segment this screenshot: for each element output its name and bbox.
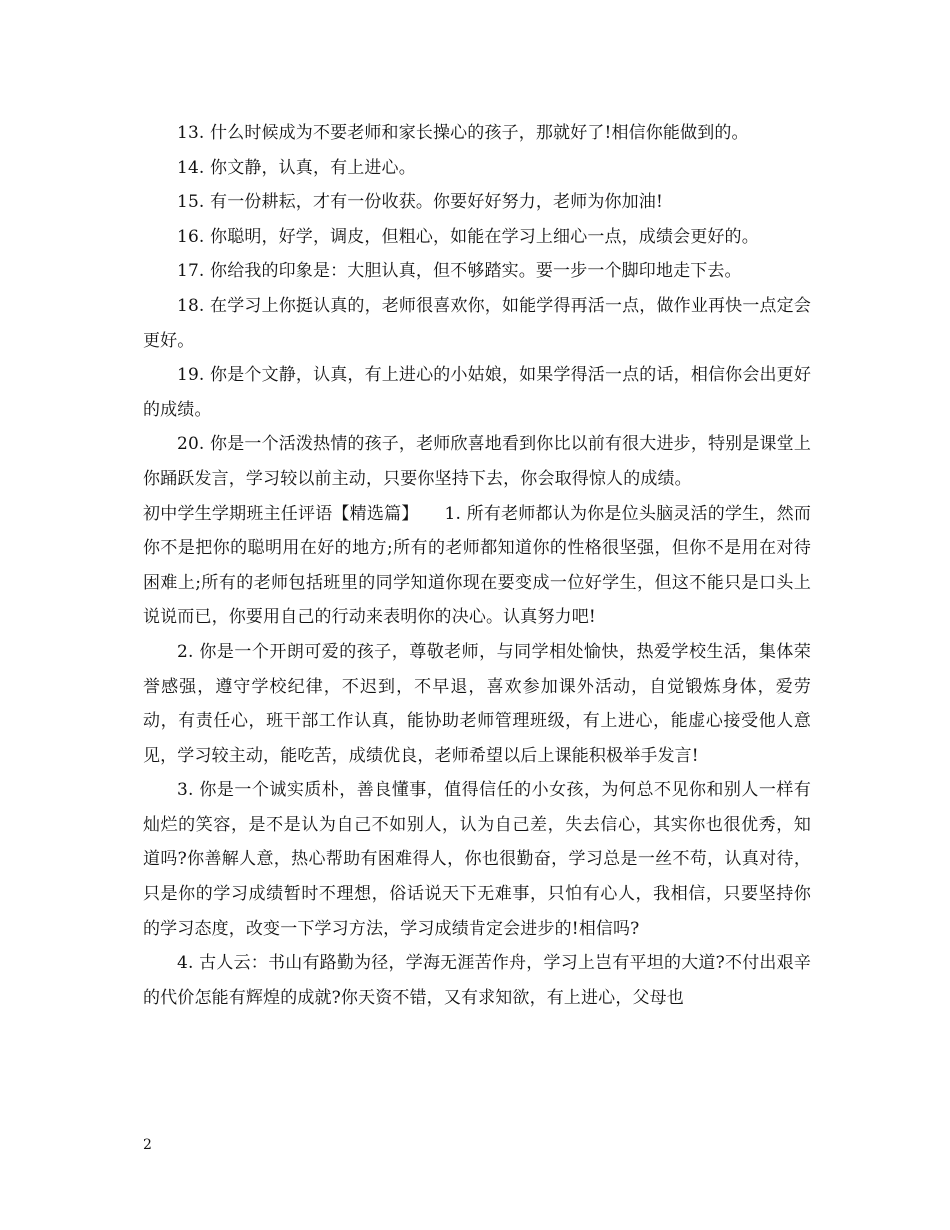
paragraph-3: 3. 你是一个诚实质朴，善良懂事，值得信任的小女孩，为何总不见你和别人一样有灿烂的笑容，是不是认为自己不如别人，认为自己差，失去信心，其实你也很优秀，知道吗?你善解人意，热心帮助有困难得人，你也很勤奋，学习总是一丝不苟，认真对待，只是你的学习成绩暂时不理想，俗话说天下无难事，只怕有心人，我相信，只要坚持你的学习态度，改变一下学习方法，学习成绩肯定会进步的!相信吗? [143,780,811,939]
paragraph-13: 13. 什么时候成为不要老师和家长操心的孩子，那就好了!相信你能做到的。 [177,123,749,143]
paragraph-14: 14. 你文静，认真，有上进心。 [177,157,416,178]
paragraph-17: 17. 你给我的印象是：大胆认真，但不够踏实。要一步一个脚印地走下去。 [177,261,742,282]
paragraph-2: 2. 你是一个开朗可爱的孩子，尊敬老师，与同学相处愉快，热爱学校生活，集体荣誉感强，遵守学校纪律，不迟到，不早退，喜欢参加课外活动，自觉锻炼身体，爱劳动，有责任心，班干部工作认真，能协助老师管理班级，有上进心，能虚心接受他人意见，学习较主动，能吃苦，成绩优良，老师希望以后上课能积极举手发言! [143,641,811,766]
page-number: 2 [143,1137,152,1153]
paragraph-20: 20. 你是一个活泼热情的孩子，老师欣喜地看到你比以前有很大进步，特别是课堂上你踊跃发言，学习较以前主动，只要你坚持下去，你会取得惊人的成绩。 [143,434,811,489]
body-text [143,116,811,1015]
paragraph-18: 18. 在学习上你挺认真的，老师很喜欢你，如能学得再活一点，做作业再快一点定会更好。 [143,295,811,351]
paragraph-15: 15. 有一份耕耘，才有一份收获。你要好好努力，老师为你加油! [177,192,663,213]
paragraph-19: 19. 你是个文静，认真，有上进心的小姑娘，如果学得活一点的话，相信你会出更好的成绩。 [143,365,811,420]
paragraph-4: 4. 古人云：书山有路勤为径，学海无涯苦作舟，学习上岂有平坦的大道?不付出艰辛的代价怎能有辉煌的成就?你天资不错，又有求知欲，有上进心，父母也 [143,953,811,1008]
paragraph-16: 16. 你聪明，好学，调皮，但粗心，如能在学习上细心一点，成绩会更好的。 [177,226,759,247]
section-heading-paragraph-1: 初中学生学期班主任评语【精选篇】 1. 所有老师都认为你是位头脑灵活的学生，然而你不是把你的聪明用在好的地方;所有的老师都知道你的性格很坚强，但你不是用在对待困难上;所有的老师包括班里的同学知道你现在要变成一位好学生，但这不能只是口头上说说而已，你要用自己的行动来表明你的决心。认真努力吧! [143,503,811,628]
